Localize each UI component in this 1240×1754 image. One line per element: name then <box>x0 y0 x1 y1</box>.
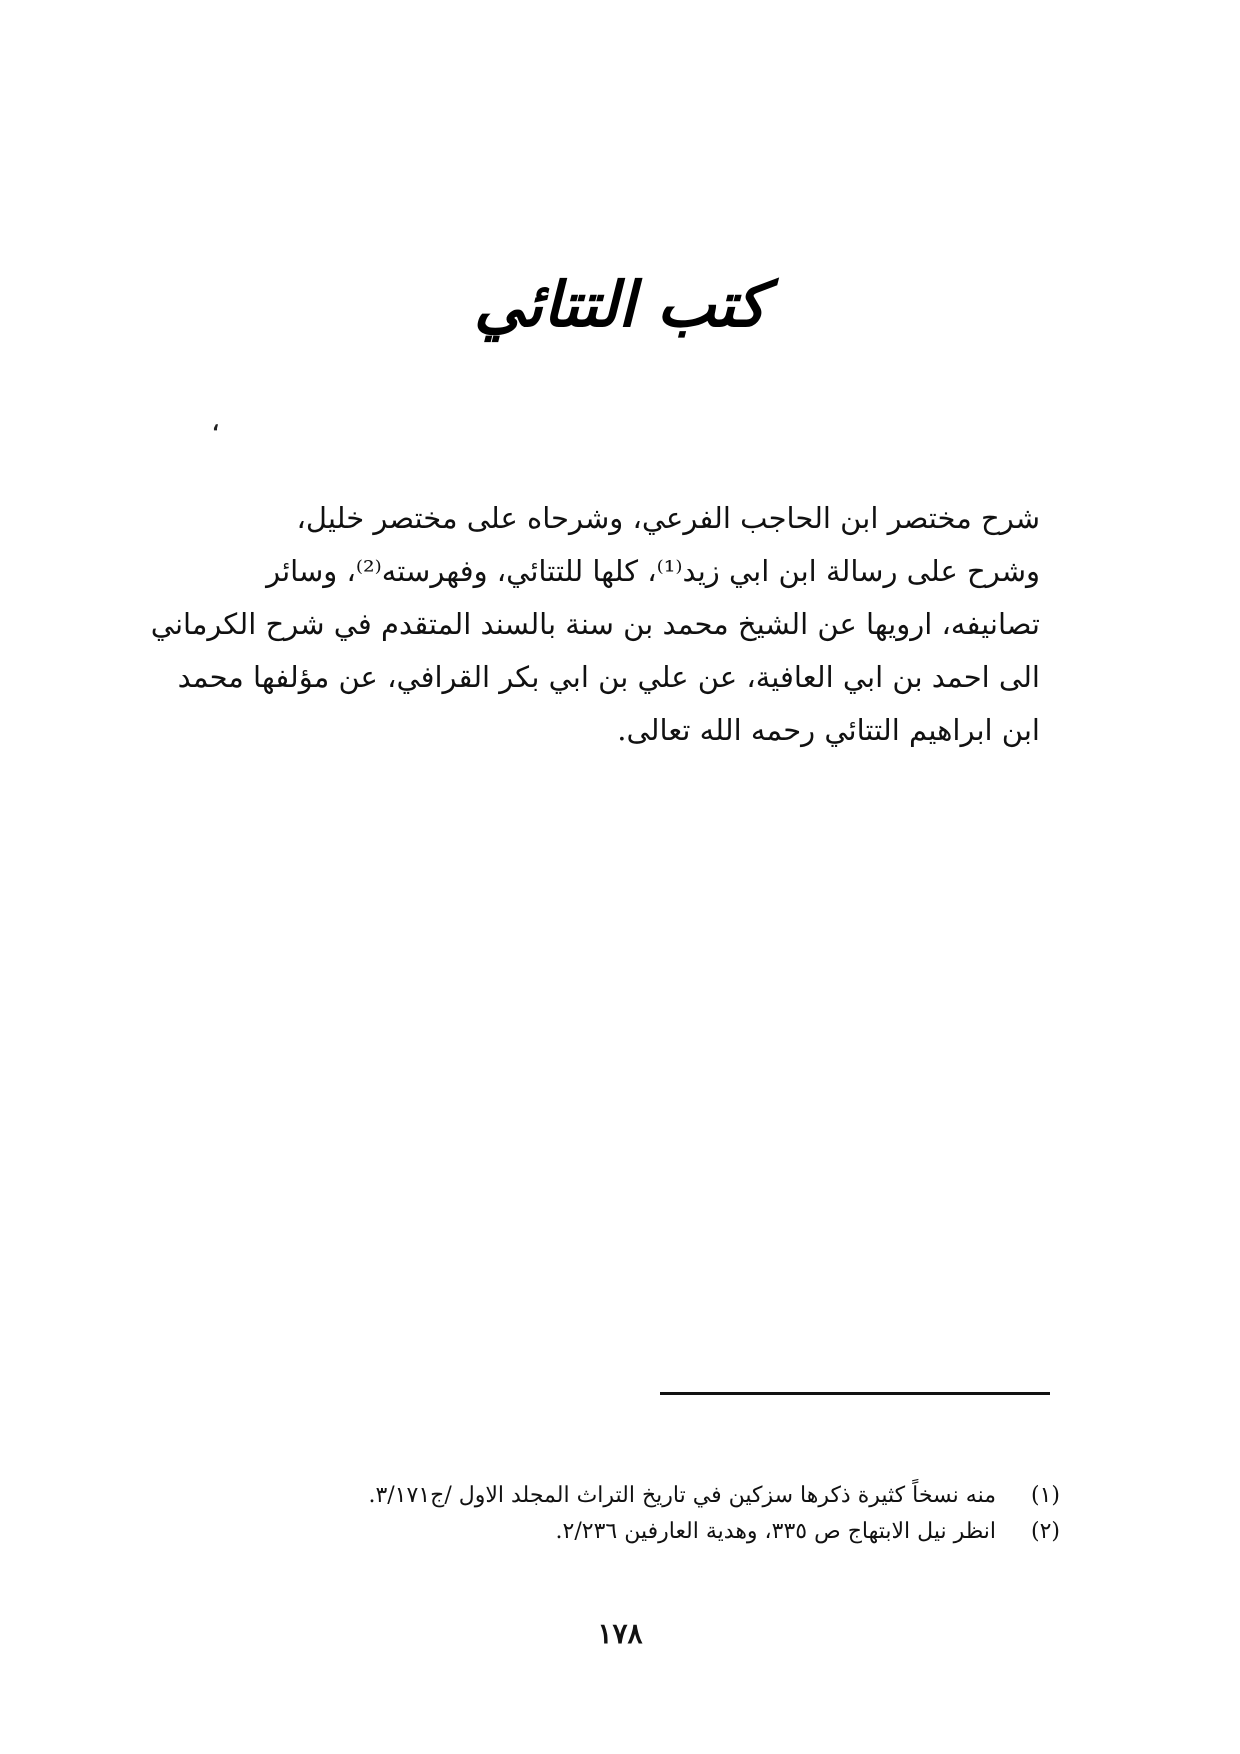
body-line: وشرح على رسالة ابن ابي زيد⁽¹⁾، كلها للتتائي، وفهرسته⁽²⁾، وسائر <box>266 554 1040 588</box>
stray-mark: ، <box>212 410 220 436</box>
footnote-number: (١) <box>1030 1483 1060 1508</box>
page-title: كتب التتائي <box>473 268 767 341</box>
page-number: ١٧٨ <box>597 1617 643 1650</box>
footnotes <box>200 1478 1060 1550</box>
body-line: شرح مختصر ابن الحاجب الفرعي، وشرحاه على مختصر خليل، <box>296 501 1040 535</box>
body-line: تصانيفه، ارويها عن الشيخ محمد بن سنة بالسند المتقدم في شرح الكرماني <box>150 607 1040 641</box>
body-paragraph <box>150 492 1040 757</box>
footnote-separator <box>660 1392 1050 1395</box>
footnote-number: (٢) <box>1030 1519 1060 1544</box>
footnote <box>200 1514 1060 1550</box>
footnote-text: انظر نيل الابتهاج ص ٣٣٥، وهدية العارفين ٢/٢٣٦. <box>555 1519 996 1544</box>
footnote-text: منه نسخاً كثيرة ذكرها سزكين في تاريخ التراث المجلد الاول /ج٣/١٧١. <box>368 1483 996 1508</box>
body-line: ابن ابراهيم التتائي رحمه الله تعالى. <box>617 713 1040 747</box>
body-line: الى احمد بن ابي العافية، عن علي بن ابي بكر القرافي، عن مؤلفها محمد <box>177 660 1040 694</box>
footnote <box>200 1478 1060 1514</box>
